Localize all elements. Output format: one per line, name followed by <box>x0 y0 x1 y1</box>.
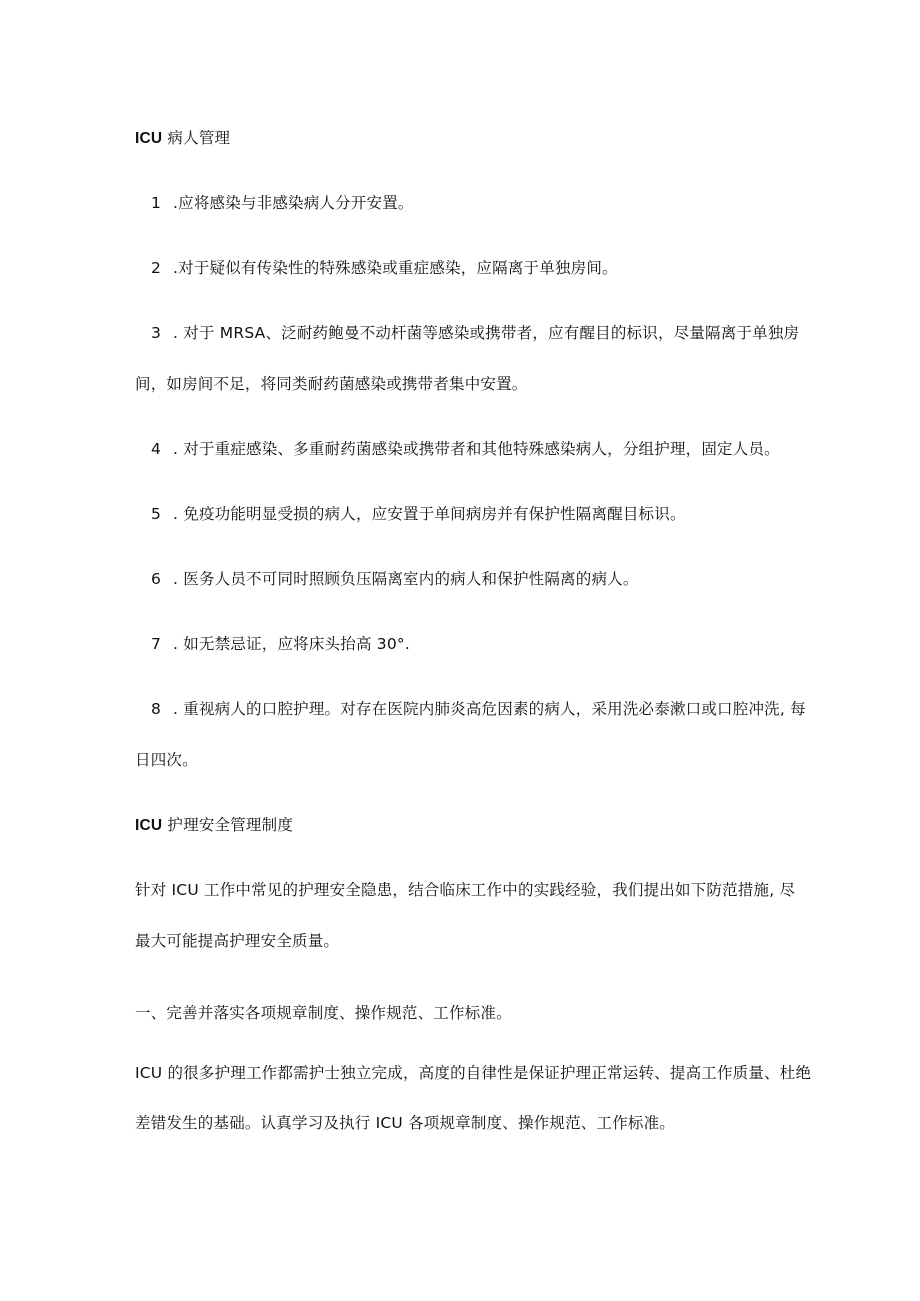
item-text: . 免疫功能明显受损的病人，应安置于单间病房并有保护性隔离醒目标识。 <box>173 505 686 523</box>
list-item <box>151 504 686 524</box>
list-item <box>151 569 639 589</box>
item-number: 8 <box>151 700 162 718</box>
title-rest: 病人管理 <box>162 129 231 147</box>
item-number: 4 <box>151 440 162 458</box>
list-item-continuation: 日四次。 <box>135 751 198 769</box>
list-item <box>151 634 410 654</box>
item-text: .应将感染与非感染病人分开安置。 <box>173 194 414 212</box>
body-paragraph-line-2: 差错发生的基础。认真学习及执行 ICU 各项规章制度、操作规范、工作标准。 <box>135 1114 675 1132</box>
item-number: 6 <box>151 570 162 588</box>
item-text: . 对于重症感染、多重耐药菌感染或携带者和其他特殊感染病人，分组护理，固定人员。 <box>173 440 780 458</box>
item-text: . 重视病人的口腔护理。对存在医院内肺炎高危因素的病人，采用洗必泰漱口或口腔冲洗, 每 <box>173 700 806 718</box>
intro-paragraph-line-2: 最大可能提高护理安全质量。 <box>135 932 340 950</box>
item-text: . 如无禁忌证，应将床头抬高 30°. <box>173 635 410 653</box>
intro-paragraph-line-1: 针对 ICU 工作中常见的护理安全隐患，结合临床工作中的实践经验，我们提出如下防范措施, 尽 <box>135 881 796 899</box>
title-prefix: ICU <box>135 817 163 834</box>
list-item <box>151 439 780 459</box>
list-item <box>151 699 806 719</box>
item-number: 3 <box>151 324 162 342</box>
section-title-icu-nursing-safety <box>135 815 293 836</box>
list-item <box>151 323 799 343</box>
item-text: . 医务人员不可同时照顾负压隔离室内的病人和保护性隔离的病人。 <box>173 570 639 588</box>
list-item-continuation: 间，如房间不足，将同类耐药菌感染或携带者集中安置。 <box>135 375 528 393</box>
item-number: 5 <box>151 505 162 523</box>
subheading: 一、完善并落实各项规章制度、操作规范、工作标准。 <box>135 1004 512 1022</box>
item-number: 1 <box>151 194 162 212</box>
item-number: 7 <box>151 635 162 653</box>
section-title-icu-patient-management <box>135 128 230 149</box>
list-item <box>151 258 618 278</box>
title-prefix: ICU <box>135 130 163 147</box>
list-item <box>151 193 414 213</box>
item-text: . 对于 MRSA、泛耐药鲍曼不动杆菌等感染或携带者，应有醒目的标识，尽量隔离于单独房 <box>173 324 800 342</box>
title-rest: 护理安全管理制度 <box>162 816 294 834</box>
item-text: .对于疑似有传染性的特殊感染或重症感染，应隔离于单独房间。 <box>173 259 618 277</box>
body-paragraph-line-1: ICU 的很多护理工作都需护士独立完成，高度的自律性是保证护理正常运转、提高工作质量、杜绝 <box>135 1064 812 1082</box>
item-number: 2 <box>151 259 162 277</box>
